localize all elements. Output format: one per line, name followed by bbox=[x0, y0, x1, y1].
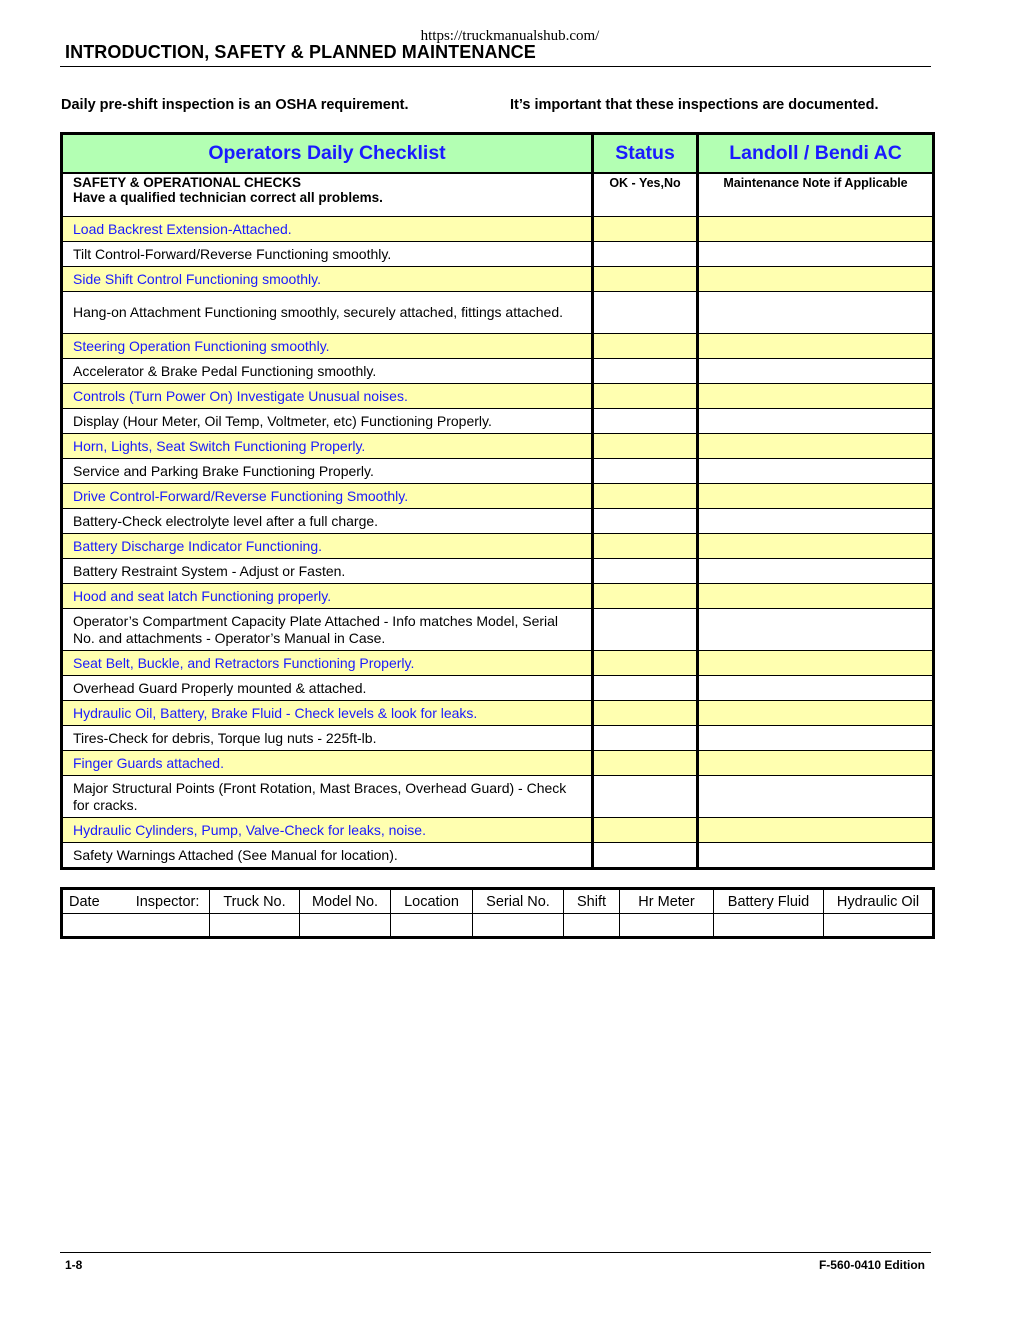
checklist-row bbox=[62, 818, 934, 843]
maintenance-note-cell[interactable] bbox=[698, 217, 934, 242]
maintenance-note-cell[interactable] bbox=[698, 267, 934, 292]
inspection-entry-cell[interactable] bbox=[391, 914, 473, 938]
inspection-entry-cell[interactable] bbox=[300, 914, 391, 938]
checklist-row bbox=[62, 267, 934, 292]
checklist-item-label: Operator’s Compartment Capacity Plate Attached - Info matches Model, Serial No. and attachments - Operator’s Manual in Case. bbox=[62, 609, 593, 651]
inspection-header-cell: Model No. bbox=[300, 889, 391, 914]
maintenance-note-cell[interactable] bbox=[698, 384, 934, 409]
inspection-entry-cell[interactable] bbox=[564, 914, 620, 938]
source-url: https://truckmanualshub.com/ bbox=[420, 28, 600, 44]
footer-rule bbox=[60, 1252, 931, 1253]
checklist-row bbox=[62, 292, 934, 334]
status-cell[interactable] bbox=[593, 484, 698, 509]
checklist-item-label: Battery Discharge Indicator Functioning. bbox=[62, 534, 593, 559]
intro-documented-note: It’s important that these inspections are documented. bbox=[510, 97, 879, 113]
inspection-header-cell: Shift bbox=[564, 889, 620, 914]
inspection-header-cell: Hr Meter bbox=[620, 889, 714, 914]
checklist-row bbox=[62, 334, 934, 359]
checklist-row bbox=[62, 242, 934, 267]
status-cell[interactable] bbox=[593, 359, 698, 384]
status-subheader: OK - Yes,No bbox=[593, 173, 698, 217]
safety-checks-title: SAFETY & OPERATIONAL CHECKS bbox=[73, 175, 302, 190]
checklist-item-label: Display (Hour Meter, Oil Temp, Voltmeter, etc) Functioning Properly. bbox=[62, 409, 593, 434]
inspection-record-table bbox=[60, 887, 935, 939]
status-cell[interactable] bbox=[593, 217, 698, 242]
status-cell[interactable] bbox=[593, 434, 698, 459]
checklist-item-label: Drive Control-Forward/Reverse Functioning Smoothly. bbox=[62, 484, 593, 509]
checklist-item-label: Horn, Lights, Seat Switch Functioning Properly. bbox=[62, 434, 593, 459]
checklist-item-label: Tires-Check for debris, Torque lug nuts - 225ft-lb. bbox=[62, 726, 593, 751]
inspection-header-cell: Truck No. bbox=[210, 889, 300, 914]
maintenance-note-subheader: Maintenance Note if Applicable bbox=[698, 173, 934, 217]
intro-osha-note: Daily pre-shift inspection is an OSHA requirement. bbox=[61, 97, 409, 113]
checklist-item-label: Accelerator & Brake Pedal Functioning smoothly. bbox=[62, 359, 593, 384]
technician-note: Have a qualified technician correct all problems. bbox=[73, 190, 383, 205]
maintenance-note-cell[interactable] bbox=[698, 818, 934, 843]
checklist-row bbox=[62, 384, 934, 409]
maintenance-note-cell[interactable] bbox=[698, 726, 934, 751]
checklist-row bbox=[62, 843, 934, 869]
checklist-row bbox=[62, 359, 934, 384]
status-cell[interactable] bbox=[593, 292, 698, 334]
inspection-entry-cell[interactable] bbox=[714, 914, 824, 938]
checklist-row bbox=[62, 217, 934, 242]
checklist-item-label: Hood and seat latch Functioning properly. bbox=[62, 584, 593, 609]
status-cell[interactable] bbox=[593, 584, 698, 609]
checklist-item-label: Tilt Control-Forward/Reverse Functioning smoothly. bbox=[62, 242, 593, 267]
maintenance-note-cell[interactable] bbox=[698, 292, 934, 334]
inspector-header: Inspector: bbox=[135, 893, 200, 910]
status-cell[interactable] bbox=[593, 751, 698, 776]
status-cell[interactable] bbox=[593, 609, 698, 651]
checklist-row bbox=[62, 559, 934, 584]
inspection-entry-cell[interactable] bbox=[824, 914, 934, 938]
checklist-item-label: Hydraulic Cylinders, Pump, Valve-Check for leaks, noise. bbox=[62, 818, 593, 843]
checklist-item-label: Overhead Guard Properly mounted & attached. bbox=[62, 676, 593, 701]
header-rule bbox=[60, 66, 931, 67]
maintenance-note-cell[interactable] bbox=[698, 651, 934, 676]
maintenance-note-cell[interactable] bbox=[698, 242, 934, 267]
checklist-item-label: Safety Warnings Attached (See Manual for location). bbox=[62, 843, 593, 869]
checklist-item-label: Hydraulic Oil, Battery, Brake Fluid - Check levels & look for leaks. bbox=[62, 701, 593, 726]
checklist-item-label: Steering Operation Functioning smoothly. bbox=[62, 334, 593, 359]
checklist-item-label: Service and Parking Brake Functioning Properly. bbox=[62, 459, 593, 484]
maintenance-note-cell[interactable] bbox=[698, 334, 934, 359]
maintenance-note-cell[interactable] bbox=[698, 676, 934, 701]
maintenance-note-cell[interactable] bbox=[698, 459, 934, 484]
inspection-entry-cell[interactable] bbox=[210, 914, 300, 938]
checklist-item-label: Major Structural Points (Front Rotation, Mast Braces, Overhead Guard) - Check for cracks. bbox=[62, 776, 593, 818]
status-cell[interactable] bbox=[593, 534, 698, 559]
inspection-header-row bbox=[62, 889, 934, 914]
checklist-row bbox=[62, 726, 934, 751]
edition-label: F-560-0410 Edition bbox=[818, 1258, 925, 1272]
checklist-row bbox=[62, 701, 934, 726]
checklist-item-label: Controls (Turn Power On) Investigate Unusual noises. bbox=[62, 384, 593, 409]
checklist-subheader-row bbox=[62, 173, 934, 217]
checklist-title-header: Operators Daily Checklist bbox=[62, 134, 593, 174]
maintenance-note-cell[interactable] bbox=[698, 584, 934, 609]
checklist-row bbox=[62, 484, 934, 509]
maintenance-note-cell[interactable] bbox=[698, 701, 934, 726]
date-header: Date bbox=[69, 893, 100, 910]
inspection-entry-cell[interactable] bbox=[620, 914, 714, 938]
status-cell[interactable] bbox=[593, 409, 698, 434]
maintenance-note-cell[interactable] bbox=[698, 409, 934, 434]
checklist-row bbox=[62, 751, 934, 776]
checklist-header-row bbox=[62, 134, 934, 174]
checklist-item-label: Side Shift Control Functioning smoothly. bbox=[62, 267, 593, 292]
status-cell[interactable] bbox=[593, 651, 698, 676]
status-cell[interactable] bbox=[593, 559, 698, 584]
checklist-row bbox=[62, 434, 934, 459]
status-cell[interactable] bbox=[593, 242, 698, 267]
date-inspector-entry[interactable] bbox=[62, 914, 210, 938]
status-cell[interactable] bbox=[593, 726, 698, 751]
inspection-header-cell: Battery Fluid bbox=[714, 889, 824, 914]
checklist-row bbox=[62, 651, 934, 676]
maintenance-note-cell[interactable] bbox=[698, 434, 934, 459]
status-header: Status bbox=[593, 134, 698, 174]
status-cell[interactable] bbox=[593, 701, 698, 726]
date-inspector-header bbox=[62, 889, 210, 914]
inspection-header-cell: Location bbox=[391, 889, 473, 914]
page-number: 1-8 bbox=[65, 1258, 83, 1272]
checklist-row bbox=[62, 584, 934, 609]
checklist-item-label: Finger Guards attached. bbox=[62, 751, 593, 776]
status-cell[interactable] bbox=[593, 509, 698, 534]
inspection-header-cell: Hydraulic Oil bbox=[824, 889, 934, 914]
maintenance-note-cell[interactable] bbox=[698, 609, 934, 651]
daily-checklist-table bbox=[60, 132, 935, 870]
checklist-row bbox=[62, 609, 934, 651]
maintenance-note-cell[interactable] bbox=[698, 559, 934, 584]
checklist-row bbox=[62, 509, 934, 534]
checklist-row bbox=[62, 776, 934, 818]
checklist-row bbox=[62, 534, 934, 559]
inspection-entry-cell[interactable] bbox=[473, 914, 564, 938]
status-cell[interactable] bbox=[593, 843, 698, 869]
checklist-item-label: Hang-on Attachment Functioning smoothly, securely attached, fittings attached. bbox=[62, 292, 593, 334]
inspection-header-cell: Serial No. bbox=[473, 889, 564, 914]
checklist-row bbox=[62, 409, 934, 434]
safety-checks-label bbox=[62, 173, 593, 217]
status-cell[interactable] bbox=[593, 384, 698, 409]
maintenance-note-cell[interactable] bbox=[698, 509, 934, 534]
maintenance-note-cell[interactable] bbox=[698, 776, 934, 818]
maintenance-note-cell[interactable] bbox=[698, 751, 934, 776]
checklist-item-label: Battery-Check electrolyte level after a full charge. bbox=[62, 509, 593, 534]
status-cell[interactable] bbox=[593, 676, 698, 701]
checklist-item-label: Battery Restraint System - Adjust or Fasten. bbox=[62, 559, 593, 584]
status-cell[interactable] bbox=[593, 334, 698, 359]
checklist-row bbox=[62, 459, 934, 484]
maintenance-note-cell[interactable] bbox=[698, 484, 934, 509]
status-cell[interactable] bbox=[593, 776, 698, 818]
status-cell[interactable] bbox=[593, 459, 698, 484]
checklist-item-label: Load Backrest Extension-Attached. bbox=[62, 217, 593, 242]
status-cell[interactable] bbox=[593, 267, 698, 292]
maintenance-note-cell[interactable] bbox=[698, 843, 934, 869]
maintenance-note-cell[interactable] bbox=[698, 534, 934, 559]
page-title: INTRODUCTION, SAFETY & PLANNED MAINTENANCE bbox=[65, 42, 536, 62]
inspection-entry-row bbox=[62, 914, 934, 938]
maintenance-note-cell[interactable] bbox=[698, 359, 934, 384]
checklist-item-label: Seat Belt, Buckle, and Retractors Functioning Properly. bbox=[62, 651, 593, 676]
status-cell[interactable] bbox=[593, 818, 698, 843]
brand-header: Landoll / Bendi AC bbox=[698, 134, 934, 174]
checklist-row bbox=[62, 676, 934, 701]
